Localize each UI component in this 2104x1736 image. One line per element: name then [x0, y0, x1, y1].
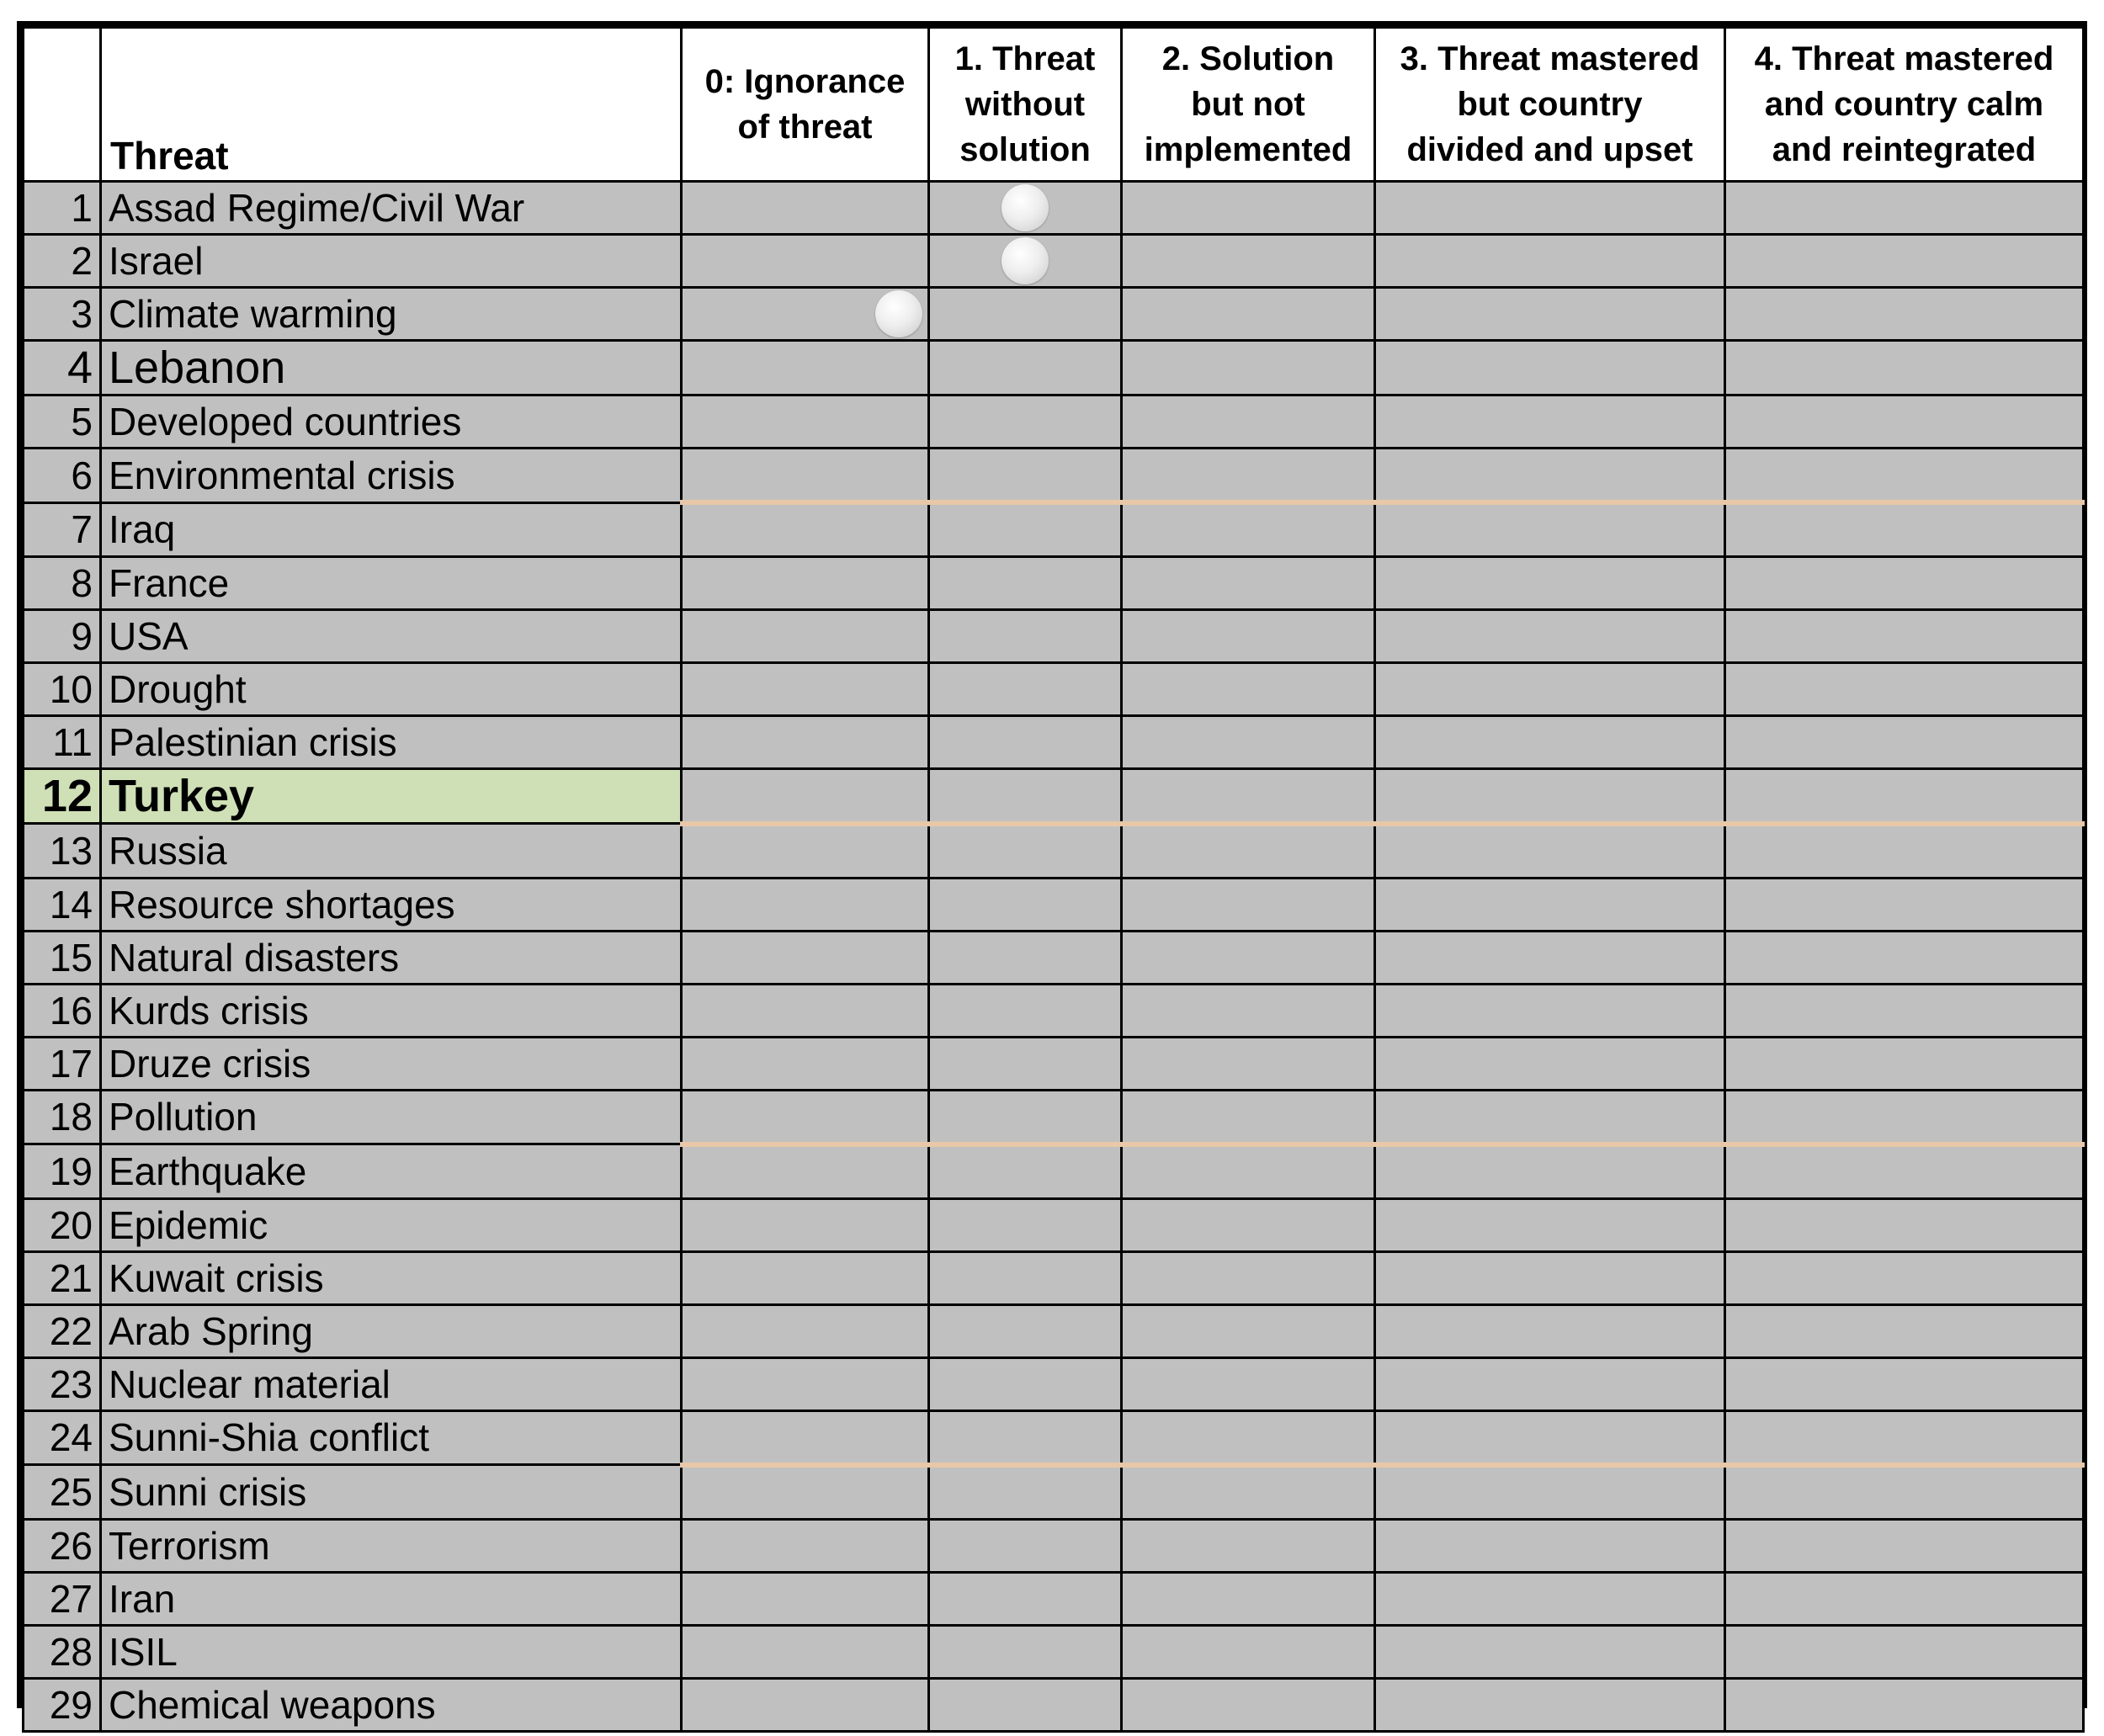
level-cell-1[interactable]: [929, 769, 1122, 824]
threat-name: Natural disasters: [101, 931, 682, 984]
threat-name: Resource shortages: [101, 878, 682, 931]
table-row: [24, 984, 2084, 1037]
level-cell-4[interactable]: [1725, 396, 2084, 449]
level-cell-4[interactable]: [1725, 1410, 2084, 1465]
threat-name: Drought: [101, 663, 682, 716]
level-cell-1[interactable]: [929, 449, 1122, 503]
level-cell-3[interactable]: [1375, 1144, 1725, 1199]
level-cell-2[interactable]: [1122, 1144, 1375, 1199]
level-cell-1[interactable]: [929, 716, 1122, 769]
row-number: 21: [24, 1251, 101, 1304]
level-cell-4[interactable]: [1725, 1465, 2084, 1520]
level-cell-4[interactable]: [1725, 984, 2084, 1037]
level-cell-2[interactable]: [1122, 396, 1375, 449]
level-cell-4[interactable]: [1725, 182, 2084, 235]
threat-name: Sunni-Shia conflict: [101, 1410, 682, 1465]
table-row: [24, 396, 2084, 449]
level-cell-0[interactable]: [682, 502, 929, 557]
threat-name: Russia: [101, 824, 682, 879]
threat-name: Arab Spring: [101, 1304, 682, 1357]
level-cell-4[interactable]: [1725, 1519, 2084, 1572]
level-cell-4[interactable]: [1725, 1198, 2084, 1251]
row-number: 4: [24, 341, 101, 396]
threat-name: Environmental crisis: [101, 449, 682, 503]
level-cell-4[interactable]: [1725, 449, 2084, 503]
level-cell-4[interactable]: [1725, 502, 2084, 557]
level-cell-2[interactable]: [1122, 1678, 1375, 1731]
level-cell-1[interactable]: [929, 502, 1122, 557]
threat-assessment-sheet: [17, 21, 2087, 1727]
level-cell-3[interactable]: [1375, 984, 1725, 1037]
table-row: [24, 1251, 2084, 1304]
header-level-2: 2. Solution but not implemented: [1122, 28, 1375, 182]
threat-name: Palestinian crisis: [101, 716, 682, 769]
threat-name: Druze crisis: [101, 1037, 682, 1090]
table-row: [24, 716, 2084, 769]
header-level-1: 1. Threat without solution: [929, 28, 1122, 182]
level-cell-2[interactable]: [1122, 1251, 1375, 1304]
level-cell-1[interactable]: [929, 396, 1122, 449]
row-number: 23: [24, 1357, 101, 1410]
level-cell-3[interactable]: [1375, 288, 1725, 341]
row-number: 7: [24, 502, 101, 557]
table-row: [24, 288, 2084, 341]
level-cell-2[interactable]: [1122, 984, 1375, 1037]
row-number: 1: [24, 182, 101, 235]
level-cell-2[interactable]: [1122, 1625, 1375, 1678]
level-cell-3[interactable]: [1375, 1090, 1725, 1144]
threat-name: Chemical weapons: [101, 1678, 682, 1731]
row-number: 27: [24, 1572, 101, 1625]
level-cell-0[interactable]: [682, 557, 929, 610]
level-cell-0[interactable]: [682, 1678, 929, 1731]
level-cell-4[interactable]: [1725, 1251, 2084, 1304]
row-number: 25: [24, 1465, 101, 1520]
level-cell-0[interactable]: [682, 1519, 929, 1572]
level-cell-2[interactable]: [1122, 557, 1375, 610]
level-cell-3[interactable]: [1375, 235, 1725, 288]
level-cell-0[interactable]: [682, 1625, 929, 1678]
level-cell-1[interactable]: [929, 182, 1122, 235]
level-cell-4[interactable]: [1725, 716, 2084, 769]
level-cell-4[interactable]: [1725, 663, 2084, 716]
table-row: [24, 1519, 2084, 1572]
threat-name: Sunni crisis: [101, 1465, 682, 1520]
level-cell-4[interactable]: [1725, 235, 2084, 288]
level-cell-4[interactable]: [1725, 557, 2084, 610]
level-cell-0[interactable]: [682, 1410, 929, 1465]
threat-name: Earthquake: [101, 1144, 682, 1199]
level-cell-4[interactable]: [1725, 341, 2084, 396]
level-cell-2[interactable]: [1122, 341, 1375, 396]
level-cell-0[interactable]: [682, 663, 929, 716]
level-cell-1[interactable]: [929, 1625, 1122, 1678]
level-cell-2[interactable]: [1122, 1465, 1375, 1520]
status-marker-icon[interactable]: [875, 290, 922, 337]
level-cell-1[interactable]: [929, 557, 1122, 610]
table-row: [24, 1144, 2084, 1199]
table-row: [24, 769, 2084, 824]
table-row: [24, 182, 2084, 235]
status-marker-icon[interactable]: [1002, 184, 1049, 231]
table-row: [24, 1678, 2084, 1731]
row-number: 17: [24, 1037, 101, 1090]
row-number: 10: [24, 663, 101, 716]
level-cell-3[interactable]: [1375, 341, 1725, 396]
threat-name: Terrorism: [101, 1519, 682, 1572]
level-cell-4[interactable]: [1725, 610, 2084, 663]
table-row: [24, 931, 2084, 984]
level-cell-0[interactable]: [682, 984, 929, 1037]
table-row: [24, 1625, 2084, 1678]
level-cell-2[interactable]: [1122, 824, 1375, 879]
level-cell-4[interactable]: [1725, 1090, 2084, 1144]
level-cell-2[interactable]: [1122, 1519, 1375, 1572]
table-row: [24, 235, 2084, 288]
level-cell-1[interactable]: [929, 1678, 1122, 1731]
level-cell-2[interactable]: [1122, 1198, 1375, 1251]
level-cell-1[interactable]: [929, 1144, 1122, 1199]
row-number: 12: [24, 769, 101, 824]
level-cell-4[interactable]: [1725, 769, 2084, 824]
table-row: [24, 1198, 2084, 1251]
level-cell-2[interactable]: [1122, 716, 1375, 769]
level-cell-3[interactable]: [1375, 931, 1725, 984]
row-number: 15: [24, 931, 101, 984]
level-cell-0[interactable]: [682, 1090, 929, 1144]
level-cell-0[interactable]: [682, 878, 929, 931]
level-cell-0[interactable]: [682, 1198, 929, 1251]
table-row: [24, 1304, 2084, 1357]
level-cell-4[interactable]: [1725, 878, 2084, 931]
row-number: 16: [24, 984, 101, 1037]
level-cell-2[interactable]: [1122, 1090, 1375, 1144]
table-row: [24, 1090, 2084, 1144]
level-cell-1[interactable]: [929, 1251, 1122, 1304]
row-number: 19: [24, 1144, 101, 1199]
level-cell-3[interactable]: [1375, 1251, 1725, 1304]
level-cell-2[interactable]: [1122, 1410, 1375, 1465]
level-cell-4[interactable]: [1725, 1304, 2084, 1357]
status-marker-icon[interactable]: [1002, 237, 1049, 284]
header-level-4: 4. Threat mastered and country calm and reintegrated: [1725, 28, 2084, 182]
level-cell-2[interactable]: [1122, 663, 1375, 716]
table-row: [24, 824, 2084, 879]
level-cell-0[interactable]: [682, 235, 929, 288]
level-cell-1[interactable]: [929, 235, 1122, 288]
row-number: 26: [24, 1519, 101, 1572]
level-cell-3[interactable]: [1375, 769, 1725, 824]
level-cell-4[interactable]: [1725, 1572, 2084, 1625]
threat-name: Nuclear material: [101, 1357, 682, 1410]
level-cell-3[interactable]: [1375, 1572, 1725, 1625]
row-number: 20: [24, 1198, 101, 1251]
threat-name: Turkey: [101, 769, 682, 824]
level-cell-3[interactable]: [1375, 1357, 1725, 1410]
row-number: 29: [24, 1678, 101, 1731]
level-cell-0[interactable]: [682, 1357, 929, 1410]
level-cell-2[interactable]: [1122, 288, 1375, 341]
level-cell-3[interactable]: [1375, 1519, 1725, 1572]
level-cell-0[interactable]: [682, 449, 929, 503]
row-number: 24: [24, 1410, 101, 1465]
table-row: [24, 1037, 2084, 1090]
level-cell-2[interactable]: [1122, 931, 1375, 984]
level-cell-3[interactable]: [1375, 557, 1725, 610]
table-row: [24, 449, 2084, 503]
table-row: [24, 1572, 2084, 1625]
level-cell-4[interactable]: [1725, 1625, 2084, 1678]
level-cell-0[interactable]: [682, 1465, 929, 1520]
level-cell-1[interactable]: [929, 984, 1122, 1037]
threat-name: Iran: [101, 1572, 682, 1625]
level-cell-1[interactable]: [929, 288, 1122, 341]
level-cell-0[interactable]: [682, 1251, 929, 1304]
level-cell-4[interactable]: [1725, 1357, 2084, 1410]
table-row: [24, 341, 2084, 396]
level-cell-3[interactable]: [1375, 878, 1725, 931]
level-cell-1[interactable]: [929, 610, 1122, 663]
level-cell-2[interactable]: [1122, 502, 1375, 557]
level-cell-3[interactable]: [1375, 716, 1725, 769]
threat-name: Climate warming: [101, 288, 682, 341]
header-level-0: 0: Ignorance of threat: [682, 28, 929, 182]
threat-name: Kurds crisis: [101, 984, 682, 1037]
row-number: 2: [24, 235, 101, 288]
level-cell-4[interactable]: [1725, 1678, 2084, 1731]
threat-name: Pollution: [101, 1090, 682, 1144]
level-cell-3[interactable]: [1375, 663, 1725, 716]
level-cell-1[interactable]: [929, 878, 1122, 931]
level-cell-1[interactable]: [929, 1357, 1122, 1410]
level-cell-3[interactable]: [1375, 610, 1725, 663]
level-cell-2[interactable]: [1122, 610, 1375, 663]
threat-name: Israel: [101, 235, 682, 288]
level-cell-0[interactable]: [682, 1037, 929, 1090]
level-cell-0[interactable]: [682, 716, 929, 769]
level-cell-0[interactable]: [682, 610, 929, 663]
level-cell-2[interactable]: [1122, 235, 1375, 288]
table-row: [24, 1357, 2084, 1410]
level-cell-1[interactable]: [929, 824, 1122, 879]
table-row: [24, 1410, 2084, 1465]
level-cell-1[interactable]: [929, 1519, 1122, 1572]
level-cell-3[interactable]: [1375, 396, 1725, 449]
level-cell-3[interactable]: [1375, 1304, 1725, 1357]
level-cell-1[interactable]: [929, 663, 1122, 716]
row-number: 8: [24, 557, 101, 610]
level-cell-1[interactable]: [929, 1304, 1122, 1357]
level-cell-2[interactable]: [1122, 1037, 1375, 1090]
level-cell-1[interactable]: [929, 341, 1122, 396]
level-cell-4[interactable]: [1725, 288, 2084, 341]
level-cell-3[interactable]: [1375, 1625, 1725, 1678]
level-cell-0[interactable]: [682, 1572, 929, 1625]
row-number: 13: [24, 824, 101, 879]
level-cell-1[interactable]: [929, 1090, 1122, 1144]
header-threat: Threat: [101, 28, 682, 182]
header-row: [24, 28, 2084, 182]
threat-name: Epidemic: [101, 1198, 682, 1251]
threat-table: [22, 26, 2085, 1733]
row-number: 3: [24, 288, 101, 341]
row-number: 22: [24, 1304, 101, 1357]
level-cell-0[interactable]: [682, 769, 929, 824]
level-cell-3[interactable]: [1375, 1678, 1725, 1731]
table-row: [24, 502, 2084, 557]
level-cell-3[interactable]: [1375, 1410, 1725, 1465]
level-cell-1[interactable]: [929, 1465, 1122, 1520]
row-number: 5: [24, 396, 101, 449]
table-row: [24, 610, 2084, 663]
level-cell-1[interactable]: [929, 931, 1122, 984]
level-cell-3[interactable]: [1375, 1198, 1725, 1251]
row-number: 28: [24, 1625, 101, 1678]
level-cell-4[interactable]: [1725, 824, 2084, 879]
row-number: 9: [24, 610, 101, 663]
level-cell-1[interactable]: [929, 1037, 1122, 1090]
level-cell-2[interactable]: [1122, 769, 1375, 824]
level-cell-3[interactable]: [1375, 824, 1725, 879]
level-cell-2[interactable]: [1122, 449, 1375, 503]
level-cell-0[interactable]: [682, 1304, 929, 1357]
threat-name: Kuwait crisis: [101, 1251, 682, 1304]
level-cell-1[interactable]: [929, 1198, 1122, 1251]
table-row: [24, 557, 2084, 610]
table-row: [24, 663, 2084, 716]
level-cell-2[interactable]: [1122, 1304, 1375, 1357]
level-cell-0[interactable]: [682, 824, 929, 879]
threat-name: USA: [101, 610, 682, 663]
level-cell-1[interactable]: [929, 1410, 1122, 1465]
level-cell-2[interactable]: [1122, 1572, 1375, 1625]
level-cell-2[interactable]: [1122, 182, 1375, 235]
level-cell-3[interactable]: [1375, 182, 1725, 235]
level-cell-3[interactable]: [1375, 502, 1725, 557]
level-cell-0[interactable]: [682, 1144, 929, 1199]
level-cell-0[interactable]: [682, 341, 929, 396]
level-cell-0[interactable]: [682, 396, 929, 449]
row-number: 14: [24, 878, 101, 931]
threat-name: Developed countries: [101, 396, 682, 449]
level-cell-0[interactable]: [682, 288, 929, 341]
threat-name: Assad Regime/Civil War: [101, 182, 682, 235]
level-cell-3[interactable]: [1375, 449, 1725, 503]
threat-name: ISIL: [101, 1625, 682, 1678]
table-row: [24, 1465, 2084, 1520]
threat-name: Lebanon: [101, 341, 682, 396]
level-cell-3[interactable]: [1375, 1037, 1725, 1090]
level-cell-0[interactable]: [682, 182, 929, 235]
level-cell-4[interactable]: [1725, 1037, 2084, 1090]
threat-name: France: [101, 557, 682, 610]
level-cell-2[interactable]: [1122, 878, 1375, 931]
header-level-3: 3. Threat mastered but country divided and upset: [1375, 28, 1725, 182]
row-number: 11: [24, 716, 101, 769]
header-number: [24, 28, 101, 182]
level-cell-1[interactable]: [929, 1572, 1122, 1625]
level-cell-0[interactable]: [682, 931, 929, 984]
row-number: 18: [24, 1090, 101, 1144]
threat-name: Iraq: [101, 502, 682, 557]
level-cell-4[interactable]: [1725, 1144, 2084, 1199]
level-cell-3[interactable]: [1375, 1465, 1725, 1520]
table-row: [24, 878, 2084, 931]
level-cell-2[interactable]: [1122, 1357, 1375, 1410]
row-number: 6: [24, 449, 101, 503]
level-cell-4[interactable]: [1725, 931, 2084, 984]
